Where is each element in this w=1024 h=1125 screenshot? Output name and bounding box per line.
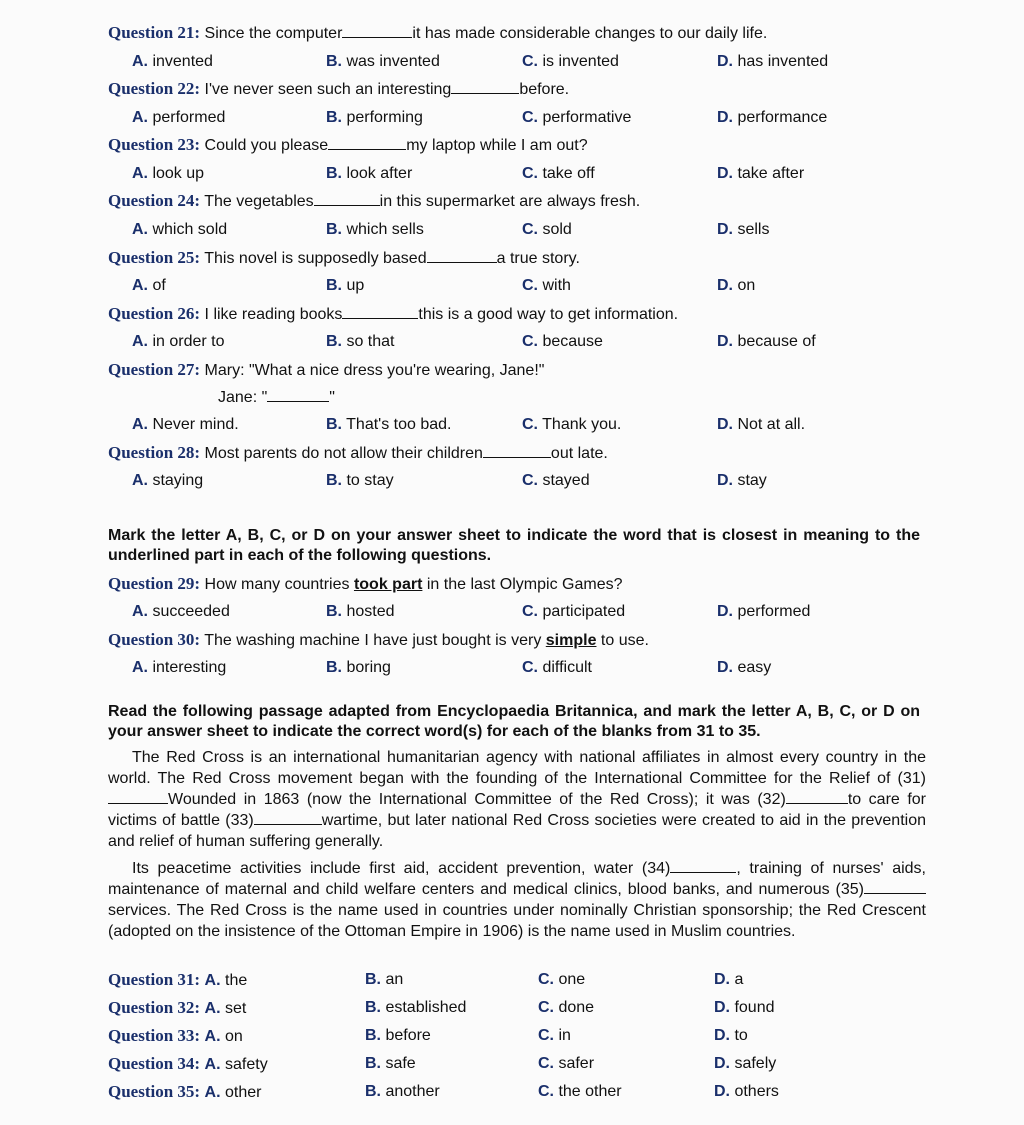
option-26-a: A. in order to xyxy=(132,333,225,350)
option-31-c: C. one xyxy=(538,971,586,988)
answer-blank xyxy=(328,135,406,150)
option-21-d: D. has invented xyxy=(717,53,829,70)
question-26: Question 26: I like reading books this is a good way to get information. xyxy=(108,304,679,323)
question-35: Question 35: A. other xyxy=(108,1082,262,1101)
answer-blank xyxy=(314,191,380,206)
passage-paragraph-1: The Red Cross is an international humanitarian agency with national affiliates in almost every country in the world. The Red Cross movement began with the founding of the International Committee for the Relief of (31)Wounded in 1863 (now the International Committee of the Red Cross); it was (32) to care for victims of battle (33) wartime, but later national Red Cross societies were created to aid in the prevention and relief of human suffering generally. xyxy=(108,749,927,850)
option-28-d: D. stay xyxy=(717,472,767,489)
option-28-b: B. to stay xyxy=(326,472,394,489)
blank-31 xyxy=(108,789,168,804)
answer-blank xyxy=(342,23,412,38)
option-29-d: D. performed xyxy=(717,603,811,620)
question-22: Question 22: I've never seen such an interesting before. xyxy=(108,79,570,98)
option-26-c: C. because xyxy=(522,333,603,350)
option-23-b: B. look after xyxy=(326,165,413,182)
option-27-c: C. Thank you. xyxy=(522,416,622,433)
question-21: Question 21: Since the computer it has made considerable changes to our daily life. xyxy=(108,23,768,42)
option-30-c: C. difficult xyxy=(522,659,592,676)
option-25-d: D. on xyxy=(717,277,756,294)
option-24-c: C. sold xyxy=(522,221,572,238)
answer-blank xyxy=(427,248,497,263)
option-32-c: C. done xyxy=(538,999,595,1016)
option-22-d: D. performance xyxy=(717,109,828,126)
question-30: Question 30: The washing machine I have just bought is very simple to use. xyxy=(108,630,649,649)
instruction-synonyms: Mark the letter A, B, C, or D on your answer sheet to indicate the word that is closest in meaning to the underlined part in each of the following questions. xyxy=(108,527,920,564)
option-22-c: C. performative xyxy=(522,109,632,126)
instruction-passage: Read the following passage adapted from Encyclopaedia Britannica, and mark the letter A, B, C, or D on your answer sheet to indicate the correct word(s) for each of the blanks from 31 to 35. xyxy=(108,703,920,740)
question-24: Question 24: The vegetables in this supermarket are always fresh. xyxy=(108,191,641,210)
option-25-c: C. with xyxy=(522,277,571,294)
underlined-word: simple xyxy=(545,632,597,649)
option-34-c: C. safer xyxy=(538,1055,595,1072)
question-31: Question 31: A. the xyxy=(108,970,248,989)
answer-blank xyxy=(451,79,519,94)
option-21-c: C. is invented xyxy=(522,53,619,70)
question-27-jane-line: Jane: " " xyxy=(218,389,335,406)
option-34-b: B. safe xyxy=(365,1055,416,1072)
option-30-d: D. easy xyxy=(717,659,772,676)
option-29-a: A. succeeded xyxy=(132,603,230,620)
blank-32 xyxy=(786,789,848,804)
option-32-b: B. established xyxy=(365,999,467,1016)
option-30-a: A. interesting xyxy=(132,659,227,676)
option-35-b: B. another xyxy=(365,1083,440,1100)
answer-blank xyxy=(267,387,329,402)
underlined-phrase: took part xyxy=(353,576,423,593)
option-28-c: C. stayed xyxy=(522,472,590,489)
option-27-d: D. Not at all. xyxy=(717,416,806,433)
option-33-b: B. before xyxy=(365,1027,431,1044)
answer-blank xyxy=(483,443,551,458)
option-35-c: C. the other xyxy=(538,1083,622,1100)
option-26-b: B. so that xyxy=(326,333,395,350)
question-34: Question 34: A. safety xyxy=(108,1054,268,1073)
option-33-d: D. to xyxy=(714,1027,748,1044)
option-22-a: A. performed xyxy=(132,109,226,126)
question-23: Question 23: Could you please my laptop while I am out? xyxy=(108,135,588,154)
option-23-d: D. take after xyxy=(717,165,805,182)
option-33-c: C. in xyxy=(538,1027,571,1044)
question-33: Question 33: A. on xyxy=(108,1026,243,1045)
option-29-c: C. participated xyxy=(522,603,626,620)
option-21-a: A. invented xyxy=(132,53,213,70)
option-27-b: B. That's too bad. xyxy=(326,416,452,433)
option-21-b: B. was invented xyxy=(326,53,440,70)
question-32: Question 32: A. set xyxy=(108,998,247,1017)
option-31-d: D. a xyxy=(714,971,744,988)
option-22-b: B. performing xyxy=(326,109,423,126)
option-28-a: A. staying xyxy=(132,472,204,489)
blank-34 xyxy=(670,858,736,873)
option-32-d: D. found xyxy=(714,999,775,1016)
answer-blank xyxy=(342,304,418,319)
option-25-b: B. up xyxy=(326,277,365,294)
option-27-a: A. Never mind. xyxy=(132,416,239,433)
blank-35 xyxy=(864,879,926,894)
option-24-d: D. sells xyxy=(717,221,770,238)
option-25-a: A. of xyxy=(132,277,166,294)
option-23-c: C. take off xyxy=(522,165,595,182)
option-35-d: D. others xyxy=(714,1083,779,1100)
option-24-b: B. which sells xyxy=(326,221,424,238)
blank-33 xyxy=(254,810,322,825)
question-28: Question 28: Most parents do not allow their children out late. xyxy=(108,443,608,462)
option-23-a: A. look up xyxy=(132,165,205,182)
question-25: Question 25: This novel is supposedly based a true story. xyxy=(108,248,580,267)
option-30-b: B. boring xyxy=(326,659,391,676)
passage-paragraph-2: Its peacetime activities include first aid, accident prevention, water (34) , training of nurses' aids, maintenance of maternal and child welfare centers and medical clinics, blood banks, and numerous (35) services. The Red Cross is the name used in countries under nominally Christian sponsorship; the Red Crescent (adopted on the insistence of the Ottoman Empire in 1906) is the name used in Muslim countries. xyxy=(108,860,927,940)
option-34-d: D. safely xyxy=(714,1055,777,1072)
question-29: Question 29: How many countries took part in the last Olympic Games? xyxy=(108,574,623,593)
option-24-a: A. which sold xyxy=(132,221,228,238)
option-29-b: B. hosted xyxy=(326,603,395,620)
option-31-b: B. an xyxy=(365,971,404,988)
question-27: Question 27: Mary: "What a nice dress you're wearing, Jane!" xyxy=(108,360,545,379)
option-26-d: D. because of xyxy=(717,333,816,350)
